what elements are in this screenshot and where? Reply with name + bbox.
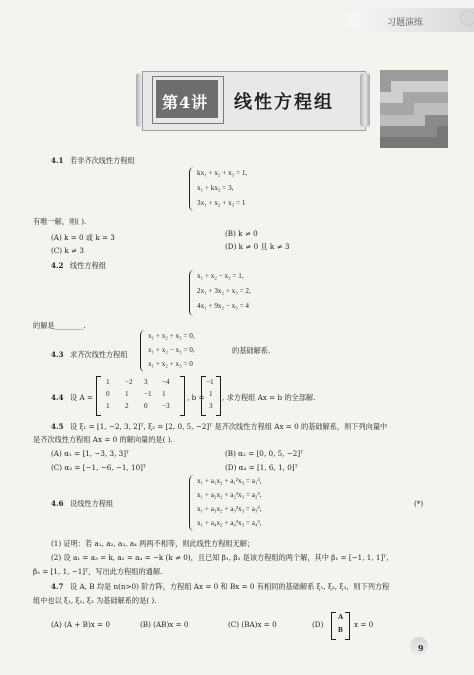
vector-entry: 3 (209, 402, 213, 410)
mosaic-block (391, 137, 402, 148)
vector-bracket-right (216, 376, 221, 416)
option-a: (A) (A + B)x = 0 (51, 620, 110, 629)
equation: 3x₁ + x₂ + x₃ = 1 (197, 199, 246, 207)
equation: x₁ + a₄x₂ + a₄²x₃ = a₄³, (197, 519, 262, 527)
mosaic-block (380, 115, 391, 126)
question-stem: 若非齐次线性方程组 (70, 156, 135, 165)
option-c: (C) k ≠ 3 (51, 246, 84, 255)
mosaic-block (391, 126, 402, 137)
mosaic-block (380, 81, 391, 92)
equation: x₁ + x₂ + x₃ = 0, (148, 332, 195, 340)
left-brace (140, 330, 146, 372)
equation: kx₁ + x₂ + x₃ = 1, (197, 169, 248, 177)
equation: 2x₁ + 3x₂ + x₃ = 2, (197, 287, 251, 295)
mosaic-block (380, 137, 391, 148)
vector-entry: 1 (209, 390, 213, 398)
option-c: (C) α₃ = [−1, −6, −1, 10]ᵀ (51, 463, 146, 472)
mosaic-block (437, 81, 448, 92)
option-b: (B) k ≠ 0 (225, 229, 258, 238)
mosaic-block (425, 92, 436, 103)
matrix-cell: −4 (162, 378, 170, 386)
lecture-number: 第4讲 (162, 93, 209, 112)
matrix-cell: 3 (144, 378, 148, 386)
mosaic-block (403, 103, 414, 114)
decorative-circle-icon (460, 10, 474, 26)
matrix-bracket-left (96, 376, 101, 416)
mosaic-block (391, 70, 402, 81)
block-matrix-bracket-left (331, 612, 336, 640)
section-title: 习题演练 (387, 18, 424, 28)
page-number: 9 (418, 643, 424, 653)
block-matrix-bottom: B (338, 626, 343, 634)
question-tail: , 求方程组 Ax = b 的全部解. (222, 393, 316, 402)
mosaic-block (380, 70, 391, 81)
matrix-cell: 1 (106, 402, 110, 410)
question-line: 设 A, B 均是 n(n>0) 阶方阵，方程组 Ax = 0 和 Bx = 0 有相同的基础解系 ξ₁, ξ₂, ξ₃，则下列方程 (70, 582, 390, 591)
question-tail: 有唯一解，则( ). (33, 217, 87, 226)
mosaic-block (437, 70, 448, 81)
equation: x₁ + x₂ − x₃ = 1, (197, 272, 244, 280)
mosaic-block (414, 137, 425, 148)
vector-b-label: , b = (187, 393, 205, 402)
matrix-cell: 0 (144, 402, 148, 410)
question-stem: 线性方程组 (70, 261, 106, 270)
question-line: 组中也以 ξ₁, ξ₂, ξ₃ 为基础解系的是( ). (33, 596, 157, 605)
option-d: (D) α₄ = [1, 6, 1, 0]ᵀ (225, 463, 298, 472)
equation: 4x₁ + 9x₂ − x₃ = 4 (197, 302, 250, 310)
equation: x₁ + x₂ + x₃ = 0 (148, 360, 193, 368)
question-stem: 设线性方程组 (70, 499, 114, 508)
mosaic-block (403, 126, 414, 137)
mosaic-block (391, 81, 402, 92)
left-brace (189, 270, 195, 316)
matrix-cell: −1 (144, 390, 152, 398)
mosaic-block (437, 137, 448, 148)
question-line: 设 ξ₁ = [1, −2, 3, 2]ᵀ, ξ₂ = [2, 0, 5, −2]ᵀ 是齐次线性方程组 Ax = 0 的基础解系，则下列向量中 (70, 422, 388, 431)
equation: x₁ + x₂ − x₃ = 0, (148, 346, 195, 354)
pixelated-image (380, 70, 448, 148)
option-c: (C) (BA)x = 0 (228, 620, 277, 629)
mosaic-block (437, 103, 448, 114)
mosaic-block (437, 126, 448, 137)
lecture-title: 线性方程组 (234, 92, 334, 113)
mosaic-block (425, 81, 436, 92)
question-stem: 求齐次线性方程组 (70, 350, 128, 359)
question-stem: 设 A = (70, 393, 93, 402)
mosaic-block (403, 115, 414, 126)
mosaic-block (425, 115, 436, 126)
left-brace (189, 167, 195, 211)
mosaic-block (414, 115, 425, 126)
question-label: 4.3 (51, 350, 64, 359)
option-a: (A) α₁ = [1, −3, 3, 3]ᵀ (51, 449, 130, 458)
mosaic-block (391, 115, 402, 126)
equation-tag: (*) (414, 499, 424, 508)
mosaic-block (391, 92, 402, 103)
mosaic-block (391, 103, 402, 114)
option-b: (B) (AB)x = 0 (140, 620, 189, 629)
mosaic-block (403, 70, 414, 81)
subquestion: (2) 设 a₁ = a₃ = k, a₂ = a₄ = −k (k ≠ 0)，且已知 β₁, β₂ 是该方程组的两个解，其中 β₁ = [−1, 1, 1]ᵀ, (51, 553, 389, 562)
matrix-cell: 2 (125, 402, 129, 410)
option-d-tail: x = 0 (354, 620, 374, 629)
mosaic-block (414, 92, 425, 103)
question-label: 4.5 (51, 422, 64, 431)
matrix-cell: −2 (125, 378, 133, 386)
mosaic-block (403, 92, 414, 103)
equation: x₁ + kx₃ = 3, (197, 184, 234, 192)
mosaic-block (380, 103, 391, 114)
option-d-label: (D) (312, 620, 324, 629)
mosaic-block (403, 81, 414, 92)
mosaic-block (414, 103, 425, 114)
question-label: 4.1 (51, 156, 64, 165)
equation: x₁ + a₁x₂ + a₁²x₃ = a₁³, (197, 477, 262, 485)
matrix-cell: 1 (106, 378, 110, 386)
subquestion: (1) 证明：若 a₁, a₂, a₃, a₄ 两两不相等，则此线性方程组无解； (51, 539, 255, 548)
mosaic-block (380, 92, 391, 103)
question-tail: 的解是________. (33, 321, 86, 330)
block-matrix-bracket-right (345, 612, 350, 640)
option-b: (B) α₂ = [0, 0, 5, −2]ᵀ (225, 449, 304, 458)
option-a: (A) k = 0 或 k = 3 (51, 233, 115, 242)
equation: x₁ + a₃x₂ + a₃²x₃ = a₃³, (197, 505, 262, 513)
question-label: 4.4 (51, 393, 64, 402)
matrix-cell: −3 (162, 402, 170, 410)
question-tail: 的基础解系. (232, 346, 271, 355)
mosaic-block (425, 103, 436, 114)
mosaic-block (437, 115, 448, 126)
option-d: (D) k ≠ 0 且 k ≠ 3 (225, 242, 290, 251)
mosaic-block (425, 137, 436, 148)
left-brace (189, 475, 195, 531)
question-label: 4.6 (51, 499, 64, 508)
question-line: 是齐次线性方程组 Ax = 0 的解向量的是( ). (33, 435, 173, 444)
matrix-bracket-right (180, 376, 185, 416)
question-label: 4.7 (51, 582, 64, 591)
mosaic-block (425, 70, 436, 81)
mosaic-block (403, 137, 414, 148)
subquestion: β₂ = [1, 1, −1]ᵀ，写出此方程组的通解. (33, 567, 163, 576)
block-matrix-top: A (338, 613, 344, 621)
scroll-roll-right-icon (360, 73, 370, 127)
equation: x₁ + a₂x₂ + a₂²x₃ = a₂³, (197, 491, 262, 499)
mosaic-block (414, 70, 425, 81)
matrix-cell: 1 (125, 390, 129, 398)
mosaic-block (425, 126, 436, 137)
mosaic-block (380, 126, 391, 137)
mosaic-block (437, 92, 448, 103)
mosaic-block (414, 81, 425, 92)
matrix-a (104, 378, 180, 414)
vector-entry: −1 (206, 378, 214, 386)
matrix-cell: 0 (106, 390, 110, 398)
mosaic-block (414, 126, 425, 137)
question-label: 4.2 (51, 261, 64, 270)
matrix-cell: 1 (162, 390, 166, 398)
